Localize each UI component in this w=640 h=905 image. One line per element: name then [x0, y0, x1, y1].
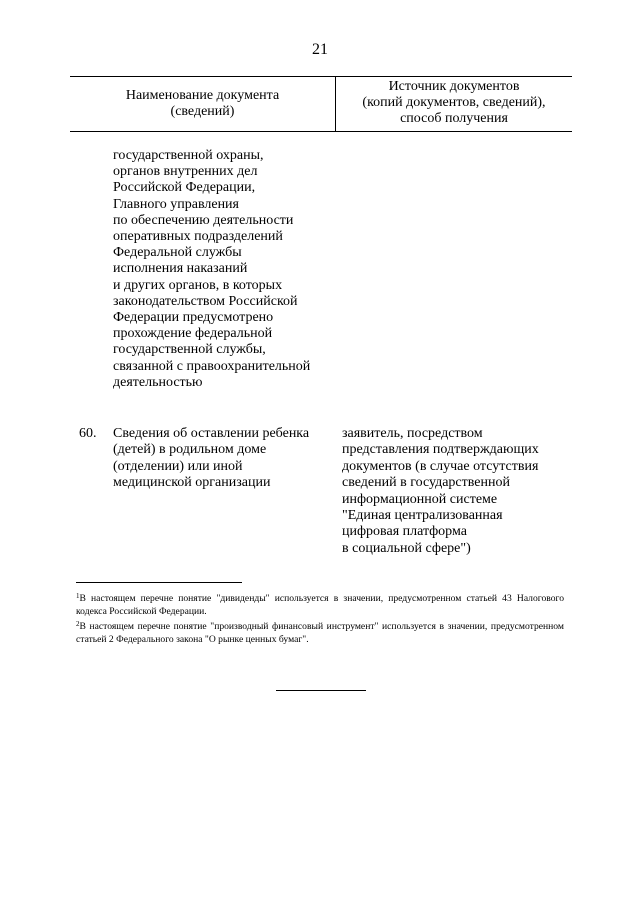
text-line: исполнения наказаний: [113, 261, 248, 277]
footnote-mark: 2: [76, 620, 80, 628]
text-line: сведений в государственной: [342, 475, 510, 491]
text-line: оперативных подразделений: [113, 229, 283, 245]
text-line: Федеральной службы: [113, 245, 242, 261]
table-header: [70, 76, 572, 132]
text-line: документов (в случае отсутствия: [342, 458, 539, 474]
text-line: (детей) в родильном доме: [113, 442, 267, 458]
header-right-line: Источник документов: [388, 79, 520, 94]
header-left-line: (сведений): [170, 104, 235, 119]
page-number: 21: [312, 41, 328, 58]
text-line: Главного управления: [113, 196, 239, 212]
text-line: цифровая платформа: [342, 524, 467, 540]
text-line: прохождение федеральной: [113, 326, 273, 342]
text-line: медицинской организации: [113, 475, 271, 491]
end-separator: [276, 690, 366, 691]
text-line: государственной службы,: [113, 342, 266, 358]
footnote-mark: 1: [76, 592, 80, 600]
text-line: информационной системе: [342, 491, 498, 507]
row-document-name: [113, 426, 309, 492]
text-line: и других органов, в которых: [113, 277, 283, 293]
text-line: (отделении) или иной: [113, 458, 243, 474]
row-number: 60.: [79, 426, 97, 441]
footnote-2: [76, 618, 564, 646]
footnote-separator: [76, 582, 242, 583]
text-line: Федерации предусмотрено: [113, 310, 274, 326]
footnote-text: В настоящем перечне понятие "дивиденды" используется в значении, предусмотренном статьей 43 Налогового кодекса Российской Федерации.: [76, 593, 564, 617]
text-line: Российской Федерации,: [113, 180, 256, 196]
text-line: органов внутренних дел: [113, 164, 258, 180]
row-document-source: [342, 426, 539, 557]
header-right-line: (копий документов, сведений),: [362, 95, 546, 110]
text-line: деятельностью: [113, 374, 203, 390]
text-line: представления подтверждающих: [342, 442, 539, 458]
text-line: заявитель, посредством: [342, 426, 483, 441]
text-line: по обеспечению деятельности: [113, 212, 294, 228]
text-line: в социальной сфере"): [342, 540, 471, 556]
text-line: государственной охраны,: [113, 148, 264, 163]
header-document-source: [336, 79, 572, 127]
header-right-line: способ получения: [400, 111, 508, 126]
footnotes: [76, 590, 564, 646]
text-line: законодательством Российской: [113, 293, 298, 309]
footnote-1: [76, 590, 564, 618]
header-document-name: [70, 88, 335, 120]
header-left-line: Наименование документа: [125, 88, 280, 103]
text-line: "Единая централизованная: [342, 508, 503, 524]
footnote-text: В настоящем перечне понятие "производный финансовый инструмент" используется в значении, предусмотренном статьей 2 Федерального закона "О рынке ценных бумаг".: [76, 621, 564, 645]
text-line: связанной с правоохранительной: [113, 358, 311, 374]
continued-document-name: [113, 148, 310, 391]
text-line: Сведения об оставлении ребенка: [113, 426, 310, 441]
